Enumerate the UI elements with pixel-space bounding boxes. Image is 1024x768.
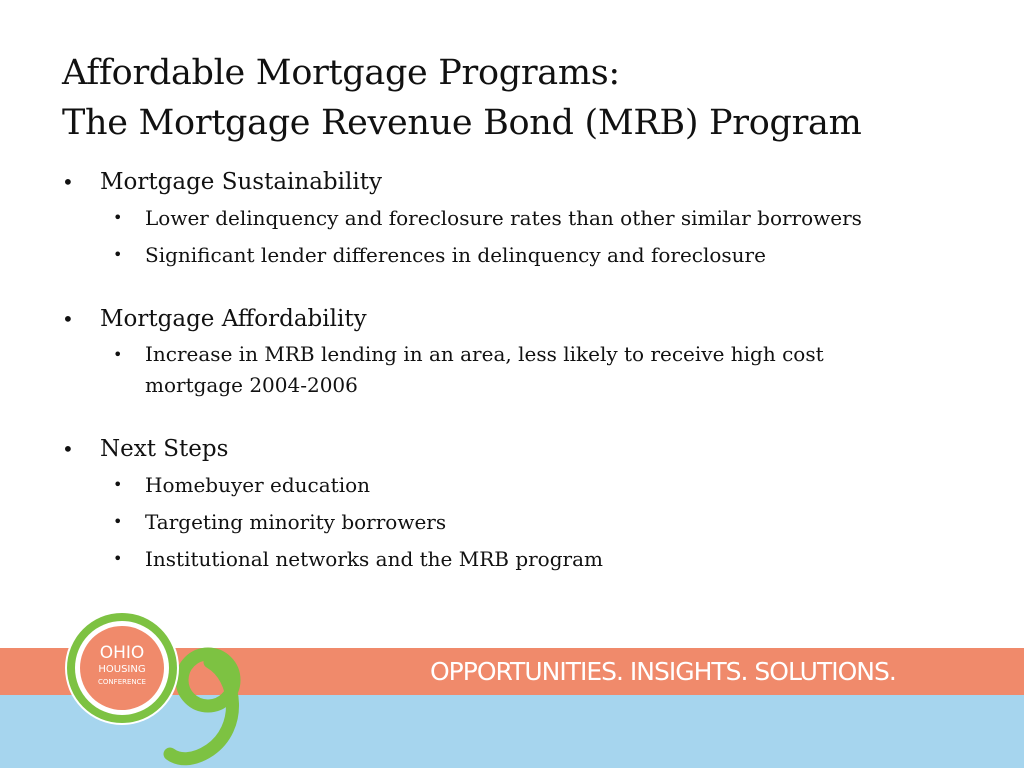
bullet-next-steps <box>62 431 962 575</box>
sub-bullet-list <box>100 469 962 575</box>
slide-title <box>62 48 861 148</box>
bullet-dot-icon: • <box>62 307 74 331</box>
bullet-dot-icon: • <box>113 512 123 531</box>
logo-word-housing: HOUSING <box>98 664 146 675</box>
bullet-dot-icon: • <box>113 549 123 568</box>
sub-bullet <box>100 202 962 234</box>
ohio-housing-conference-logo <box>60 608 260 768</box>
sub-bullet-list <box>100 202 962 271</box>
sub-bullet <box>100 469 962 501</box>
bullet-dot-icon: • <box>62 437 74 461</box>
sub-bullet <box>100 543 962 575</box>
sub-bullet <box>100 239 962 271</box>
bullet-mortgage-sustainability <box>62 164 962 271</box>
sub-bullet-text: Significant lender differences in delinquency and foreclosure <box>145 243 766 267</box>
sub-bullet-list <box>100 339 962 401</box>
bullet-label: Next Steps <box>100 436 229 462</box>
bullet-label: Mortgage Affordability <box>100 306 367 332</box>
bullet-label: Mortgage Sustainability <box>100 169 382 195</box>
bullet-dot-icon: • <box>113 345 123 364</box>
bullet-dot-icon: • <box>62 170 74 194</box>
bullet-dot-icon: • <box>113 245 123 264</box>
bullet-dot-icon: • <box>113 208 123 227</box>
logo-graphic-icon <box>60 608 260 768</box>
sub-bullet-text: Targeting minority borrowers <box>145 510 447 534</box>
logo-word-ohio: OHIO <box>99 643 145 663</box>
bullet-dot-icon: • <box>113 475 123 494</box>
bullet-mortgage-affordability <box>62 301 962 401</box>
logo-word-conference: CONFERENCE <box>98 678 146 686</box>
bullet-list <box>62 164 962 580</box>
sub-bullet <box>100 506 962 538</box>
sub-bullet-text: Homebuyer education <box>145 473 371 497</box>
sub-bullet-text: Increase in MRB lending in an area, less likely to receive high cost mortgage 2004-2006 <box>145 342 824 397</box>
slide-title-line-2: The Mortgage Revenue Bond (MRB) Program <box>62 103 862 143</box>
footer-tagline: OPPORTUNITIES. INSIGHTS. SOLUTIONS. <box>430 657 896 686</box>
sub-bullet-text: Lower delinquency and foreclosure rates than other similar borrowers <box>145 206 862 230</box>
sub-bullet-text: Institutional networks and the MRB program <box>145 547 603 571</box>
sub-bullet <box>100 339 905 401</box>
slide-title-line-1: Affordable Mortgage Programs: <box>62 53 620 93</box>
